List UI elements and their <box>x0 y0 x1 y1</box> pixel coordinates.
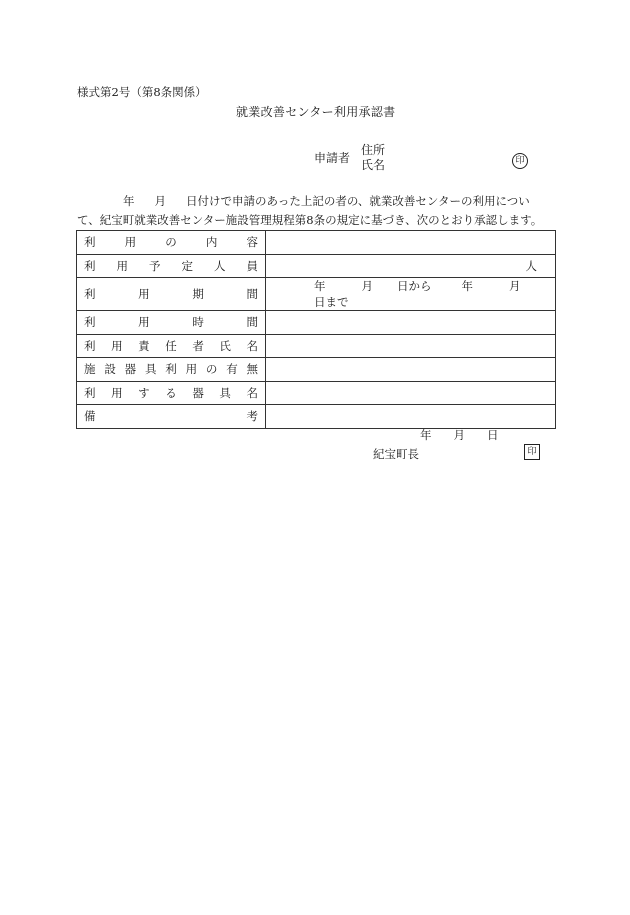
period-until-suffix: 日まで <box>314 295 349 309</box>
name-label: 氏名 <box>361 158 386 172</box>
label-char: 施 <box>84 362 96 377</box>
label-char: 利 <box>84 235 96 250</box>
row-label <box>77 311 266 335</box>
label-char: る <box>165 385 177 400</box>
label-char: 用 <box>124 235 137 250</box>
label-char: 利 <box>165 362 177 377</box>
issuer-seal-icon: 印 <box>524 444 540 460</box>
label-char: 器 <box>192 385 204 400</box>
label-char: 定 <box>181 258 193 273</box>
approval-text-line-1 <box>77 193 557 209</box>
address-label: 住所 <box>361 143 386 157</box>
label-char: 用 <box>111 338 123 353</box>
label-char: 内 <box>205 235 218 250</box>
label-char: 責 <box>138 338 150 353</box>
label-char: 用 <box>138 315 150 330</box>
row-value[interactable] <box>266 358 556 382</box>
row-label <box>77 231 266 255</box>
table-row <box>77 381 556 405</box>
label-char: 間 <box>246 315 258 330</box>
period-from-suffix: 日から <box>397 279 432 293</box>
table-row <box>77 405 556 429</box>
label-char: 員 <box>246 258 258 273</box>
label-char: 者 <box>192 338 204 353</box>
label-char: 用 <box>111 385 123 400</box>
table-row <box>77 311 556 335</box>
label-char: 用 <box>138 287 150 301</box>
label-char: 任 <box>165 338 177 353</box>
label-char: 設 <box>104 362 116 377</box>
period-year-from: 年 <box>314 279 326 293</box>
issuer-title: 紀宝町長 <box>373 447 419 461</box>
label-char: 予 <box>149 258 161 273</box>
row-value[interactable] <box>266 231 556 255</box>
label-char: の <box>205 362 218 377</box>
label-char: 用 <box>116 258 128 273</box>
table-row <box>77 358 556 382</box>
label-char: 器 <box>124 362 137 377</box>
form-number: 様式第2号（第8条関係） <box>77 85 207 99</box>
label-char: 具 <box>219 385 231 400</box>
label-char: す <box>138 385 150 400</box>
row-label <box>77 334 266 358</box>
body-year: 年 <box>123 194 135 208</box>
body-month: 月 <box>154 194 166 208</box>
row-value[interactable] <box>266 381 556 405</box>
signature-date <box>420 427 499 443</box>
label-char: 名 <box>246 385 258 400</box>
row-label <box>77 254 266 278</box>
label-char: 利 <box>84 338 96 353</box>
row-value[interactable] <box>266 311 556 335</box>
label-char: 間 <box>246 287 258 301</box>
label-char: 利 <box>84 385 96 400</box>
body-line1-rest: 日付けで申請のあった上記の者の、就業改善センターの利用につい <box>186 194 530 208</box>
approval-text-line-2: て、紀宝町就業改善センター施設管理規程第8条の規定に基づき、次のとおり承認します。 <box>77 213 543 227</box>
row-value[interactable] <box>266 405 556 429</box>
signature-month: 月 <box>453 428 465 442</box>
row-label <box>77 381 266 405</box>
table-row <box>77 278 556 311</box>
signature-year: 年 <box>420 428 432 442</box>
row-label <box>77 358 266 382</box>
label-char: 人 <box>214 258 226 273</box>
approval-form-table <box>76 230 556 429</box>
document-title: 就業改善センター利用承認書 <box>236 105 396 119</box>
period-month-from: 月 <box>361 279 373 293</box>
row-label <box>77 278 266 311</box>
row-value[interactable] <box>266 334 556 358</box>
row-value[interactable] <box>266 278 556 311</box>
label-char: 時 <box>192 315 204 330</box>
row-label <box>77 405 266 429</box>
label-char: 名 <box>246 338 258 353</box>
period-year-until: 年 <box>461 279 473 293</box>
label-char: 具 <box>144 362 157 377</box>
applicant-label: 申請者 <box>314 151 351 165</box>
label-char: 有 <box>226 362 238 377</box>
table-row <box>77 254 556 278</box>
label-char: 氏 <box>219 338 231 353</box>
table-row <box>77 334 556 358</box>
signature-day: 日 <box>487 428 499 442</box>
table-row <box>77 231 556 255</box>
label-char: 容 <box>246 235 258 250</box>
label-char: 備 <box>84 409 96 424</box>
label-char: 利 <box>84 315 96 330</box>
label-char: 無 <box>246 362 258 377</box>
row-value[interactable]: 人 <box>266 254 556 278</box>
label-char: 利 <box>84 287 96 301</box>
label-char: 期 <box>192 287 204 301</box>
label-char: 考 <box>246 409 258 424</box>
label-char: 用 <box>185 362 198 377</box>
applicant-seal-icon: 印 <box>512 153 528 169</box>
period-month-until: 月 <box>509 279 521 293</box>
label-char: の <box>165 235 177 250</box>
label-char: 利 <box>84 258 96 273</box>
